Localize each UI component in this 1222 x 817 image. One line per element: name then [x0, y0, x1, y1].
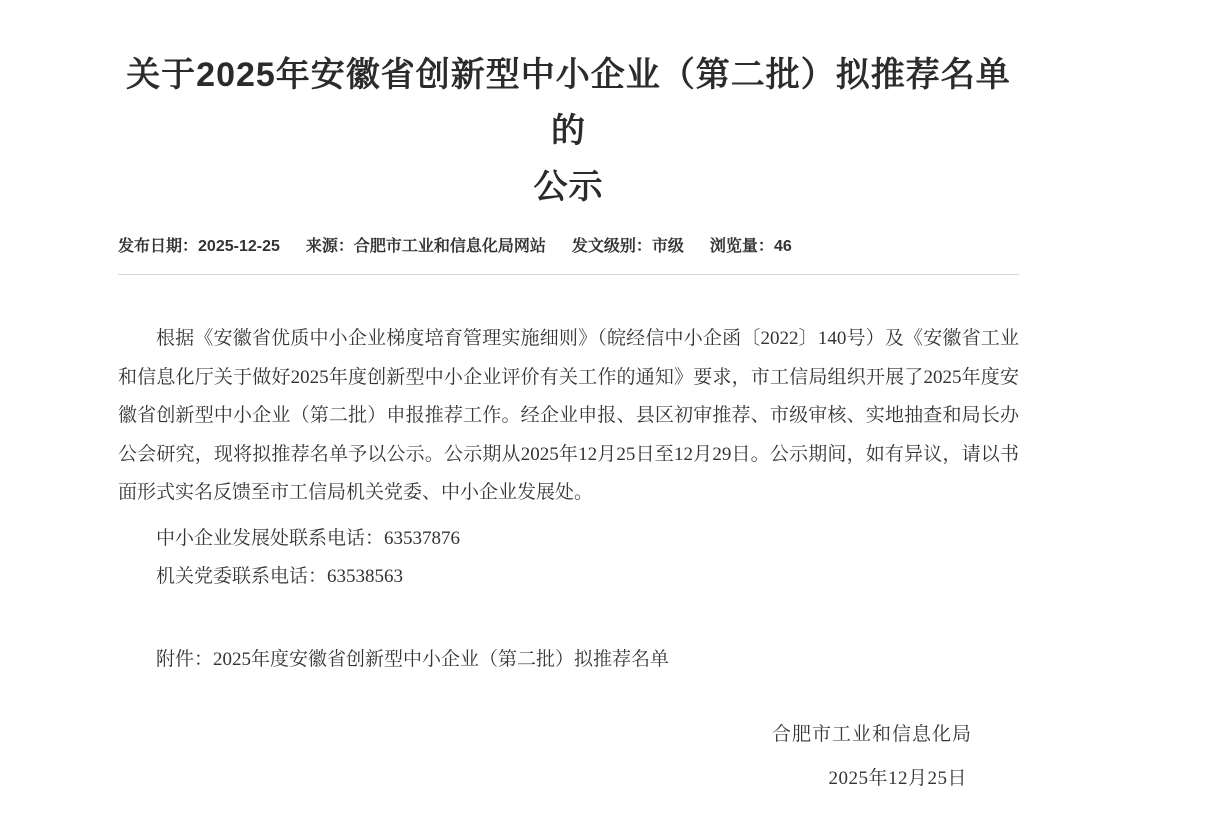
- meta-doc-level-label: 发文级别：: [571, 238, 652, 255]
- sign-date: 2025年12月25日: [828, 768, 967, 789]
- page-title-line2: 公示: [533, 168, 604, 206]
- meta-views-value: 46: [773, 238, 792, 255]
- divider: [118, 274, 1019, 275]
- body-paragraph: 根据《安徽省优质中小企业梯度培育管理实施细则》（皖经信中小企函〔2022〕140号）及《安徽省工业和信息化厅关于做好2025年度创新型中小企业评价有关工作的通知》要求，市工信局组织开展了2025年度安徽省创新型中小企业（第二批）申报推荐工作。经企业申报、县区初审推荐、市级审核、实地抽查和局长办公会研究，现将拟推荐名单予以公示。公示期从2025年12月25日至12月29日。公示期间，如有异议，请以书面形式实名反馈至市工信局机关党委、中小企业发展处。: [118, 328, 1019, 503]
- meta-source-value: 合肥市工业和信息化局网站: [353, 238, 546, 255]
- page-title-line1: 关于2025年安徽省创新型中小企业（第二批）拟推荐名单的: [126, 56, 1011, 150]
- contact-phone-party-committee: 机关党委联系电话：63538563: [156, 566, 404, 587]
- meta-publish-date-label: 发布日期：: [118, 238, 199, 255]
- signature-block: [118, 713, 1019, 801]
- meta-source: [306, 237, 546, 257]
- meta-publish-date-value: 2025-12-25: [198, 238, 280, 255]
- meta-source-label: 来源：: [305, 238, 354, 255]
- meta-publish-date: [118, 237, 280, 257]
- signer-name: 合肥市工业和信息化局: [771, 724, 972, 745]
- meta-views: [710, 237, 792, 257]
- announcement-article: [118, 47, 1019, 801]
- meta-bar: [118, 237, 1019, 257]
- contact-phone-sme-division: 中小企业发展处联系电话：63537876: [156, 527, 461, 549]
- meta-doc-level: [572, 237, 684, 257]
- page-title: [118, 47, 1019, 215]
- meta-views-label: 浏览量：: [709, 238, 774, 255]
- meta-doc-level-value: 市级: [651, 238, 684, 255]
- article-body: [118, 320, 1019, 801]
- attachment-line: 附件：2025年度安徽省创新型中小企业（第二批）拟推荐名单: [156, 648, 670, 670]
